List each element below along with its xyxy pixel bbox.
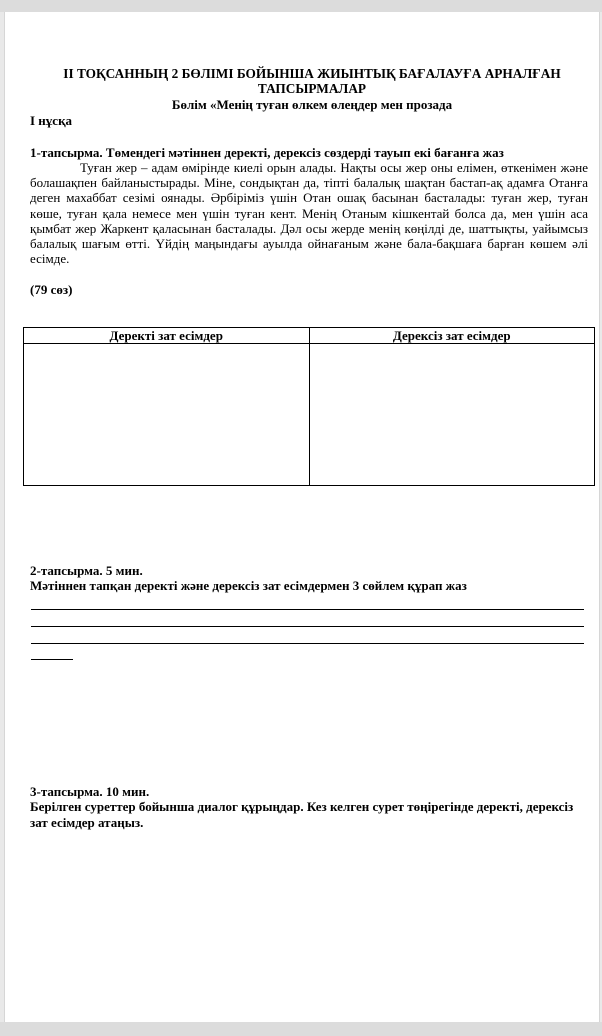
task2-instruction: Мәтіннен тапқан деректі және дерексіз зат есімдермен 3 сөйлем құрап жаз [30, 578, 467, 593]
task3-instruction: Берілген суреттер бойынша диалог құрыңдар. Кез келген сурет төңірегінде деректі, дерексіз зат есімдер атаңыз. [30, 799, 574, 830]
concrete-nouns-header: Деректі зат есімдер [24, 328, 310, 344]
abstract-nouns-cell[interactable] [309, 344, 595, 486]
document-title: II ТОҚСАННЫҢ 2 БӨЛІМІ БОЙЫНША ЖИЫНТЫҚ БАҒАЛАУҒА АРНАЛҒАН ТАПСЫРМАЛАР [63, 66, 561, 96]
answer-line-2[interactable] [31, 626, 584, 627]
section-title: Бөлім «Менің туған өлкем өлеңдер мен прозада [171, 97, 453, 112]
task1-heading: 1-тапсырма. Төмендегі мәтіннен деректі, дерексіз сөздерді тауып екі бағанға жаз [30, 145, 504, 160]
abstract-nouns-header: Дерексіз зат есімдер [309, 328, 595, 344]
variant-label: І нұсқа [30, 113, 73, 128]
task3-heading: 3-тапсырма. 10 мин. [30, 784, 150, 799]
viewer-bottom-strip [0, 1022, 602, 1036]
answer-line-1[interactable] [31, 609, 584, 610]
answer-line-4[interactable] [31, 659, 73, 660]
concrete-nouns-cell[interactable] [24, 344, 310, 486]
task1-passage: Туған жер – адам өмірінде киелі орын алады. Нақты осы жер оны елімен, өткенімен және болашақпен байланыстырады. Міне, сондықтан да, тіпті балалық шақтан бастап-ақ адамға Отанға деген махаббат сезімі оянады. Әрбіріміз үшін Отан ошақ басынан басталады: туған жер, туған көше, туған қала немесе мен үшін туған кент. Менің Отаным кішкентай болса да, мен үшін аса қымбат жер Жаркент қаласынан басталады. Дәл осы жерде менің көңілді де, шаттықты, уайымсыз балалық шағым өтті. Үйдің маңындағы ауылда ойнағаным және бала-бақшаға барған көшем әлі есімде. [30, 160, 588, 267]
task2-heading: 2-тапсырма. 5 мин. [30, 563, 143, 578]
viewer-top-strip [0, 0, 602, 12]
word-count: (79 сөз) [30, 282, 73, 297]
nouns-table [23, 327, 595, 486]
answer-line-3[interactable] [31, 643, 584, 644]
